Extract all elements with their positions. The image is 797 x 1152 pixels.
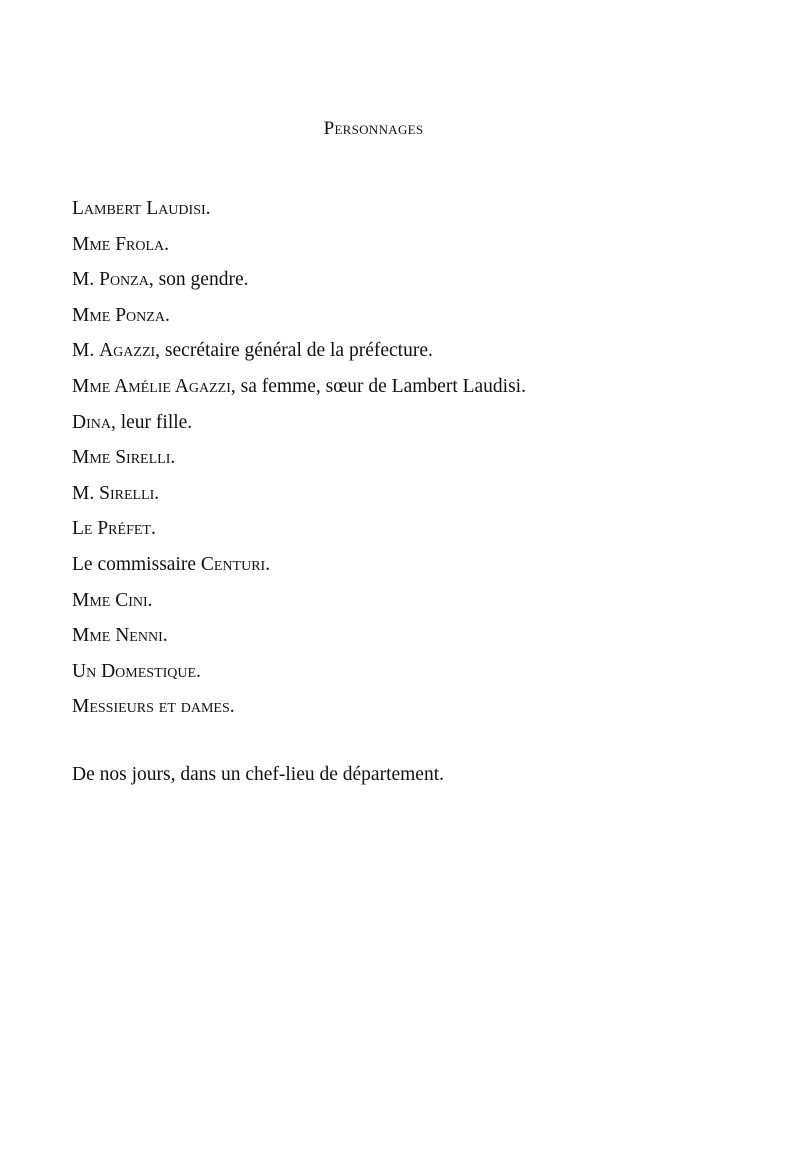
cast-item-mme-cini	[72, 583, 526, 619]
page-title: Personnages	[323, 118, 424, 139]
cast-description: , leur fille.	[110, 411, 193, 433]
cast-description: .	[162, 625, 168, 647]
cast-item-mme-nenni	[72, 618, 526, 654]
character-name: Agazzi	[99, 340, 156, 362]
character-name: Mme Nenni	[72, 625, 163, 647]
cast-item-dina	[72, 405, 526, 441]
cast-item-m-agazzi	[72, 333, 526, 369]
cast-list	[72, 191, 526, 725]
character-name: Le Préfet	[72, 518, 151, 540]
cast-item-centuri	[72, 547, 526, 583]
cast-description: , secrétaire général de la préfecture.	[155, 340, 433, 362]
character-name: Un Domestique	[72, 660, 197, 682]
character-name: Messieurs et dames	[72, 696, 230, 718]
cast-item-messieurs-dames	[72, 689, 526, 725]
cast-item-m-sirelli	[72, 476, 526, 512]
cast-item-mme-sirelli	[72, 440, 526, 476]
character-name: Mme Ponza	[72, 304, 165, 326]
cast-item-domestique	[72, 654, 526, 690]
character-name: Dina	[72, 411, 111, 433]
cast-item-mme-frola	[72, 227, 526, 263]
cast-description: .	[196, 660, 201, 682]
cast-item-m-ponza	[72, 262, 526, 298]
cast-description: .	[147, 589, 153, 611]
cast-description: .	[205, 198, 211, 219]
setting-note: De nos jours, dans un chef-lieu de département.	[72, 764, 445, 785]
cast-description: .	[154, 482, 160, 504]
cast-item-prefet	[72, 511, 526, 547]
character-name: Mme Sirelli	[72, 447, 171, 469]
cast-description: .	[265, 553, 271, 575]
cast-description: .	[170, 447, 176, 469]
cast-prefix: M.	[72, 269, 100, 291]
character-name: Centuri	[200, 553, 266, 575]
character-name: Mme Amélie Agazzi	[72, 375, 231, 397]
cast-description: .	[164, 233, 170, 255]
character-name: Mme Frola	[72, 233, 165, 255]
character-name: Sirelli	[99, 482, 155, 504]
cast-prefix: M.	[72, 340, 100, 362]
cast-item-mme-ponza	[72, 298, 526, 334]
cast-item-mme-agazzi	[72, 369, 526, 405]
character-name: Lambert Laudisi	[72, 198, 206, 219]
cast-description: .	[229, 696, 235, 718]
character-name: Ponza	[99, 269, 149, 291]
cast-description: , sa femme, sœur de Lambert Laudisi.	[230, 375, 526, 397]
cast-prefix: Le commissaire	[72, 553, 201, 575]
character-name: Mme Cini	[72, 589, 148, 611]
cast-description: .	[164, 304, 170, 326]
cast-prefix: M.	[72, 482, 100, 504]
cast-description: .	[150, 518, 156, 540]
cast-item-laudisi	[72, 191, 526, 227]
cast-description: , son gendre.	[148, 269, 249, 291]
